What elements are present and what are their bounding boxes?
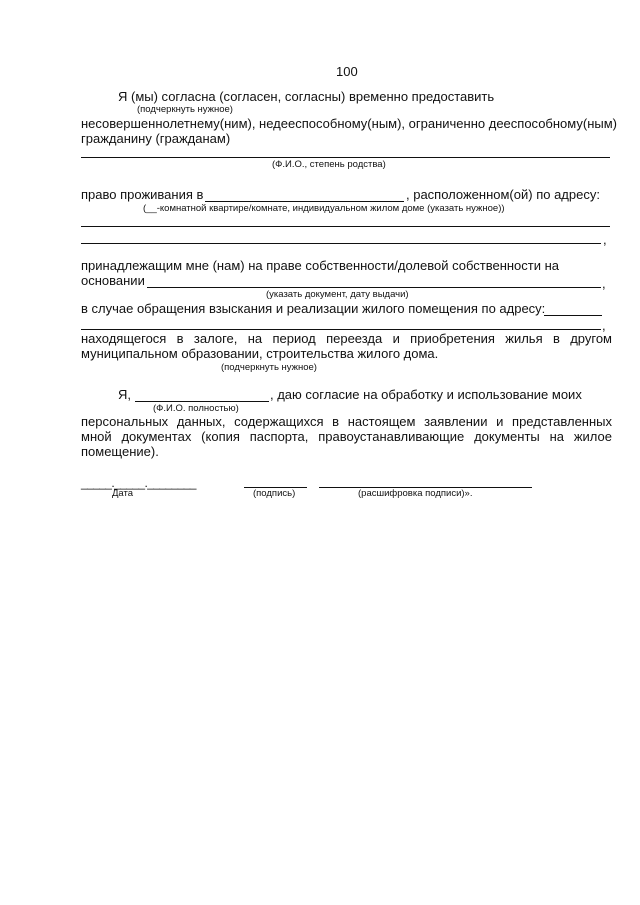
foreclosure-address-blank[interactable] — [544, 315, 602, 316]
hint-fio-relation: (Ф.И.О., степень родства) — [272, 159, 386, 170]
pledge-line: находящегося в залоге, на период переезда и приобретения жилья в другом — [81, 331, 612, 346]
date-label: Дата — [112, 488, 134, 499]
address-blank-2[interactable] — [81, 243, 601, 244]
hint-document: (указать документ, дату выдачи) — [266, 289, 409, 300]
recipients-line: несовершеннолетнему(ним), недееспособному(ным), ограниченно дееспособному(ным) — [81, 116, 617, 131]
foreclosure-address-blank-2[interactable] — [81, 329, 601, 330]
full-name-blank[interactable] — [135, 401, 269, 402]
municipal-line: муниципальном образовании, строительства жилого дома. — [81, 346, 439, 361]
owned-line: принадлежащим мне (нам) на праве собственности/долевой собственности на — [81, 258, 560, 273]
date-field[interactable]: _____._____.________ — [81, 476, 196, 490]
documents-line: мной документах (копия паспорта, правоустанавливающие документы на жилое — [81, 429, 612, 444]
basis-document-blank[interactable] — [147, 287, 601, 288]
premises-line: помещение). — [81, 444, 159, 459]
personal-data-line: персональных данных, содержащихся в настоящем заявлении и представленных — [81, 414, 612, 429]
decryption-label: (расшифровка подписи)». — [358, 488, 473, 499]
signature-label: (подпись) — [253, 488, 296, 499]
i-label: Я, — [118, 387, 131, 402]
consent-line: Я (мы) согласна (согласен, согласны) временно предоставить — [118, 89, 495, 104]
citizen-line: гражданину (гражданам) — [81, 131, 231, 146]
page-number: 100 — [336, 64, 358, 79]
address-comma: , — [603, 232, 607, 247]
address-blank-1[interactable] — [81, 226, 610, 227]
foreclosure-comma: , — [602, 318, 606, 333]
residence-right-label: право проживания в — [81, 187, 204, 202]
basis-label: основании — [81, 273, 145, 288]
hint-underline-2: (подчеркнуть нужное) — [221, 362, 317, 373]
basis-comma: , — [602, 276, 606, 291]
personal-consent-line: , даю согласие на обработку и использование моих — [270, 387, 582, 402]
hint-dwelling: (__-комнатной квартире/комнате, индивидуальном жилом доме (указать нужное)) — [143, 203, 505, 214]
fio-relation-blank[interactable] — [81, 157, 610, 158]
residence-type-blank[interactable] — [205, 201, 404, 202]
hint-fio-full: (Ф.И.О. полностью) — [153, 403, 239, 414]
foreclosure-line: в случае обращения взыскания и реализации жилого помещения по адресу: — [81, 301, 546, 316]
hint-underline: (подчеркнуть нужное) — [137, 104, 233, 115]
located-at-label: , расположенном(ой) по адресу: — [406, 187, 600, 202]
